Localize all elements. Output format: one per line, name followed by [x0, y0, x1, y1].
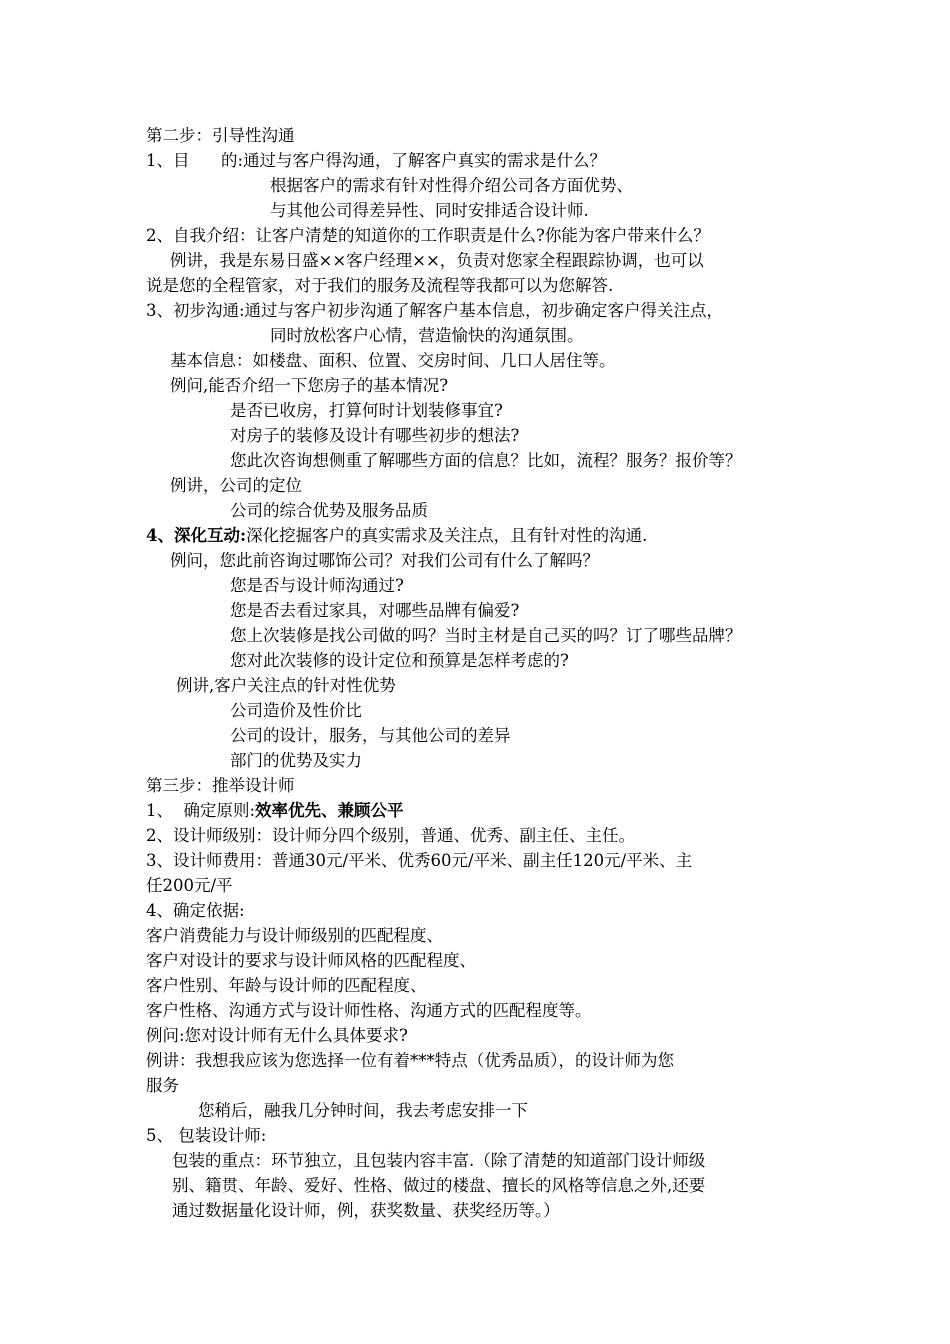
pack-line-1: 包装的重点：环节独立，且包装内容丰富.（除了清楚的知道部门设计师级: [172, 1151, 706, 1170]
step3-p3-line1: 3、设计师费用：普通30元/平米、优秀60元/平米、副主任120元/平米、主: [146, 851, 693, 870]
item3-ask-intro: 例问,能否介绍一下您房子的基本情况?: [170, 376, 449, 395]
item3-tell-intro: 例讲，公司的定位: [170, 476, 302, 495]
item1-text: 通过与客户得沟通，了解客户真实的需求是什么？: [243, 151, 607, 170]
step2-heading: 第二步：引导性沟通: [146, 126, 295, 145]
item1-cont-1: 根据客户的需求有针对性得介绍公司各方面优势、: [270, 176, 633, 195]
step3-tell-line2: 服务: [146, 1076, 179, 1095]
step3-p1: [146, 799, 404, 823]
item4-text: 深化挖掘客户的真实需求及关注点，且有针对性的沟通.: [246, 526, 648, 545]
step3-tell-line1: 例讲：我想我应该为您选择一位有着***特点（优秀品质），的设计师为您: [146, 1051, 674, 1070]
item4-tell-intro: 例讲,客户关注点的针对性优势: [176, 676, 396, 695]
item4-tell-2: 公司的设计，服务，与其他公司的差异: [230, 726, 511, 745]
step3-p1-label: 1、 确定原则:: [146, 801, 256, 820]
item4-tell-3: 部门的优势及实力: [230, 751, 362, 770]
step3-wait: 您稍后，融我几分钟时间，我去考虑安排一下: [198, 1101, 528, 1120]
basis-2: 客户对设计的要求与设计师风格的匹配程度、: [146, 951, 476, 970]
item4-ask-3: 您上次装修是找公司做的吗？当时主材是自己买的吗？订了哪些品牌？: [230, 626, 742, 645]
item3-ask-2: 对房子的装修及设计有哪些初步的想法?: [230, 426, 520, 445]
step3-ask: 例问:您对设计师有无什么具体要求?: [146, 1026, 408, 1045]
item4-ask-4: 您对此次装修的设计定位和预算是怎样考虑的?: [230, 651, 569, 670]
item3-line1: 3、初步沟通:通过与客户初步沟通了解客户基本信息，初步确定客户得关注点，: [146, 301, 724, 320]
step3-p5: 5、 包装设计师:: [146, 1126, 267, 1145]
basis-3: 客户性别、年龄与设计师的匹配程度、: [146, 976, 427, 995]
pack-line-2: 别、籍贯、年龄、爱好、性格、做过的楼盘、擅长的风格等信息之外,还要: [172, 1176, 706, 1195]
step3-p3-line2: 任200元/平: [146, 876, 233, 895]
item4-tell-1: 公司造价及性价比: [230, 701, 362, 720]
item3-tell: 公司的综合优势及服务品质: [230, 501, 428, 520]
item4-line: [146, 524, 647, 548]
step3-heading: 第三步：推举设计师: [146, 776, 295, 795]
item3-basic: 基本信息：如楼盘、面积、位置、交房时间、几口人居住等。: [170, 351, 616, 370]
item3-line2: 同时放松客户心情，营造愉快的沟通氛围。: [270, 326, 584, 345]
item2-line3: 说是您的全程管家，对于我们的服务及流程等我都可以为您解答.: [146, 276, 614, 295]
step3-p1-bold: 效率优先、兼顾公平: [255, 801, 404, 820]
item4-ask-1: 您是否与设计师沟通过?: [230, 576, 404, 595]
item3-ask-1: 是否已收房，打算何时计划装修事宜?: [230, 401, 503, 420]
item1-cont-2: 与其他公司得差异性、同时安排适合设计师.: [270, 201, 589, 220]
item3-ask-3: 您此次咨询想侧重了解哪些方面的信息？比如，流程？服务？报价等？: [230, 451, 742, 470]
pack-line-3: 通过数据量化设计师，例，获奖数量、获奖经历等。）: [172, 1201, 560, 1220]
basis-4: 客户性格、沟通方式与设计师性格、沟通方式的匹配程度等。: [146, 1001, 592, 1020]
step3-p2: 2、设计师级别：设计师分四个级别，普通、优秀、副主任、主任。: [146, 826, 635, 845]
item4-ask-2: 您是否去看过家具，对哪些品牌有偏爱?: [230, 601, 520, 620]
item2-line1: 2、自我介绍：让客户清楚的知道你的工作职责是什么?你能为客户带来什么？: [146, 226, 710, 245]
item2-line2: 例讲，我是东易日盛××客户经理××，负责对您家全程跟踪协调，也可以: [170, 251, 704, 270]
item1-label: 1、目 的:: [146, 151, 244, 170]
item4-ask-intro: 例问，您此前咨询过哪饰公司？对我们公司有什么了解吗？: [170, 551, 599, 570]
basis-1: 客户消费能力与设计师级别的匹配程度、: [146, 926, 443, 945]
item1-line: [146, 149, 606, 173]
item4-label: 4、深化互动:: [146, 526, 247, 545]
step3-p4: 4、确定依据:: [146, 901, 245, 920]
